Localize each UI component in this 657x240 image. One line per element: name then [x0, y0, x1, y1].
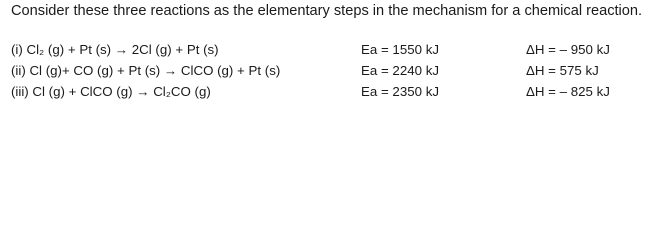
intro-text: Consider these three reactions as the elementary steps in the mechanism for a chemical reaction. [11, 3, 643, 19]
activation-energy: Ea = 2240 kJ [361, 63, 439, 78]
enthalpy-change: ΔH = – 950 kJ [526, 42, 610, 57]
reaction-equation: (ii) Cl (g)+ CO (g) + Pt (s) → ClCO (g) + Pt (s) [11, 63, 281, 78]
reaction-row-2 [0, 63, 657, 83]
activation-energy: Ea = 2350 kJ [361, 84, 439, 99]
reaction-equation: (iii) Cl (g) + ClCO (g) → Cl₂CO (g) [11, 84, 211, 99]
enthalpy-change: ΔH = – 825 kJ [526, 84, 610, 99]
enthalpy-change: ΔH = 575 kJ [526, 63, 599, 78]
reaction-row-3 [0, 84, 657, 104]
activation-energy: Ea = 1550 kJ [361, 42, 439, 57]
reaction-equation: (i) Cl₂ (g) + Pt (s) → 2Cl (g) + Pt (s) [11, 42, 219, 57]
reaction-row-1 [0, 42, 657, 62]
